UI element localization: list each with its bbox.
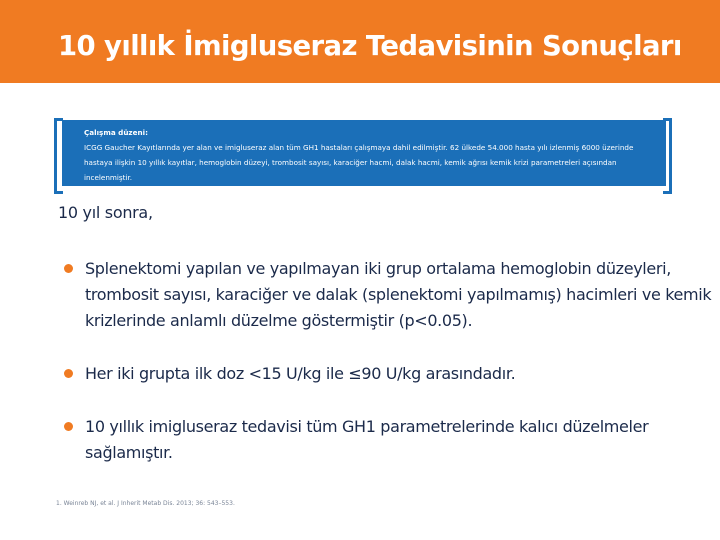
- study-design-box: [62, 120, 666, 186]
- reference-footnote: 1. Weinreb NJ, et al. J Inherit Metab Dis. 2013; 36: 543–553.: [56, 500, 235, 507]
- study-design-heading: Çalışma düzeni:: [84, 128, 148, 137]
- bullet-dot-icon: [64, 264, 73, 273]
- bullet-text: Her iki grupta ilk doz <15 U/kg ile ≤90 U/kg arasındadır.: [85, 364, 516, 383]
- bullet-dot-icon: [64, 369, 73, 378]
- bullet-dot-icon: [64, 422, 73, 431]
- header-bar: [0, 0, 720, 83]
- bullet-item: [64, 414, 714, 466]
- study-design-text: ICGG Gaucher Kayıtlarında yer alan ve imigluseraz alan tüm GH1 hastaları çalışmaya dahil edilmiştir. 62 ülkede 54.000 hasta yılı izlenmiş 6000 üzerinde hastaya ilişkin 10 yıllık kayıtlar, hemoglobin düzeyi, trombosit sayısı, karaciğer hacmi, dalak hacmi, kemik ağrısı kemik krizi parametreleri açısından incelenmiştir.: [84, 143, 634, 182]
- subtitle: 10 yıl sonra,: [58, 203, 153, 222]
- bullet-item: [64, 256, 714, 334]
- slide-title: 10 yıllık İmigluseraz Tedavisinin Sonuçları: [58, 30, 682, 62]
- bullet-item: [64, 361, 714, 387]
- bullet-text: 10 yıllık imigluseraz tedavisi tüm GH1 parametrelerinde kalıcı düzelmeler sağlamıştır.: [85, 417, 649, 462]
- bullet-list: [64, 256, 714, 466]
- bullet-text: Splenektomi yapılan ve yapılmayan iki grup ortalama hemoglobin düzeyleri, trombosit sayısı, karaciğer ve dalak (splenektomi yapılmamış) hacimleri ve kemik krizlerinde anlamlı düzelme göstermiştir (p<0.05).: [85, 259, 712, 330]
